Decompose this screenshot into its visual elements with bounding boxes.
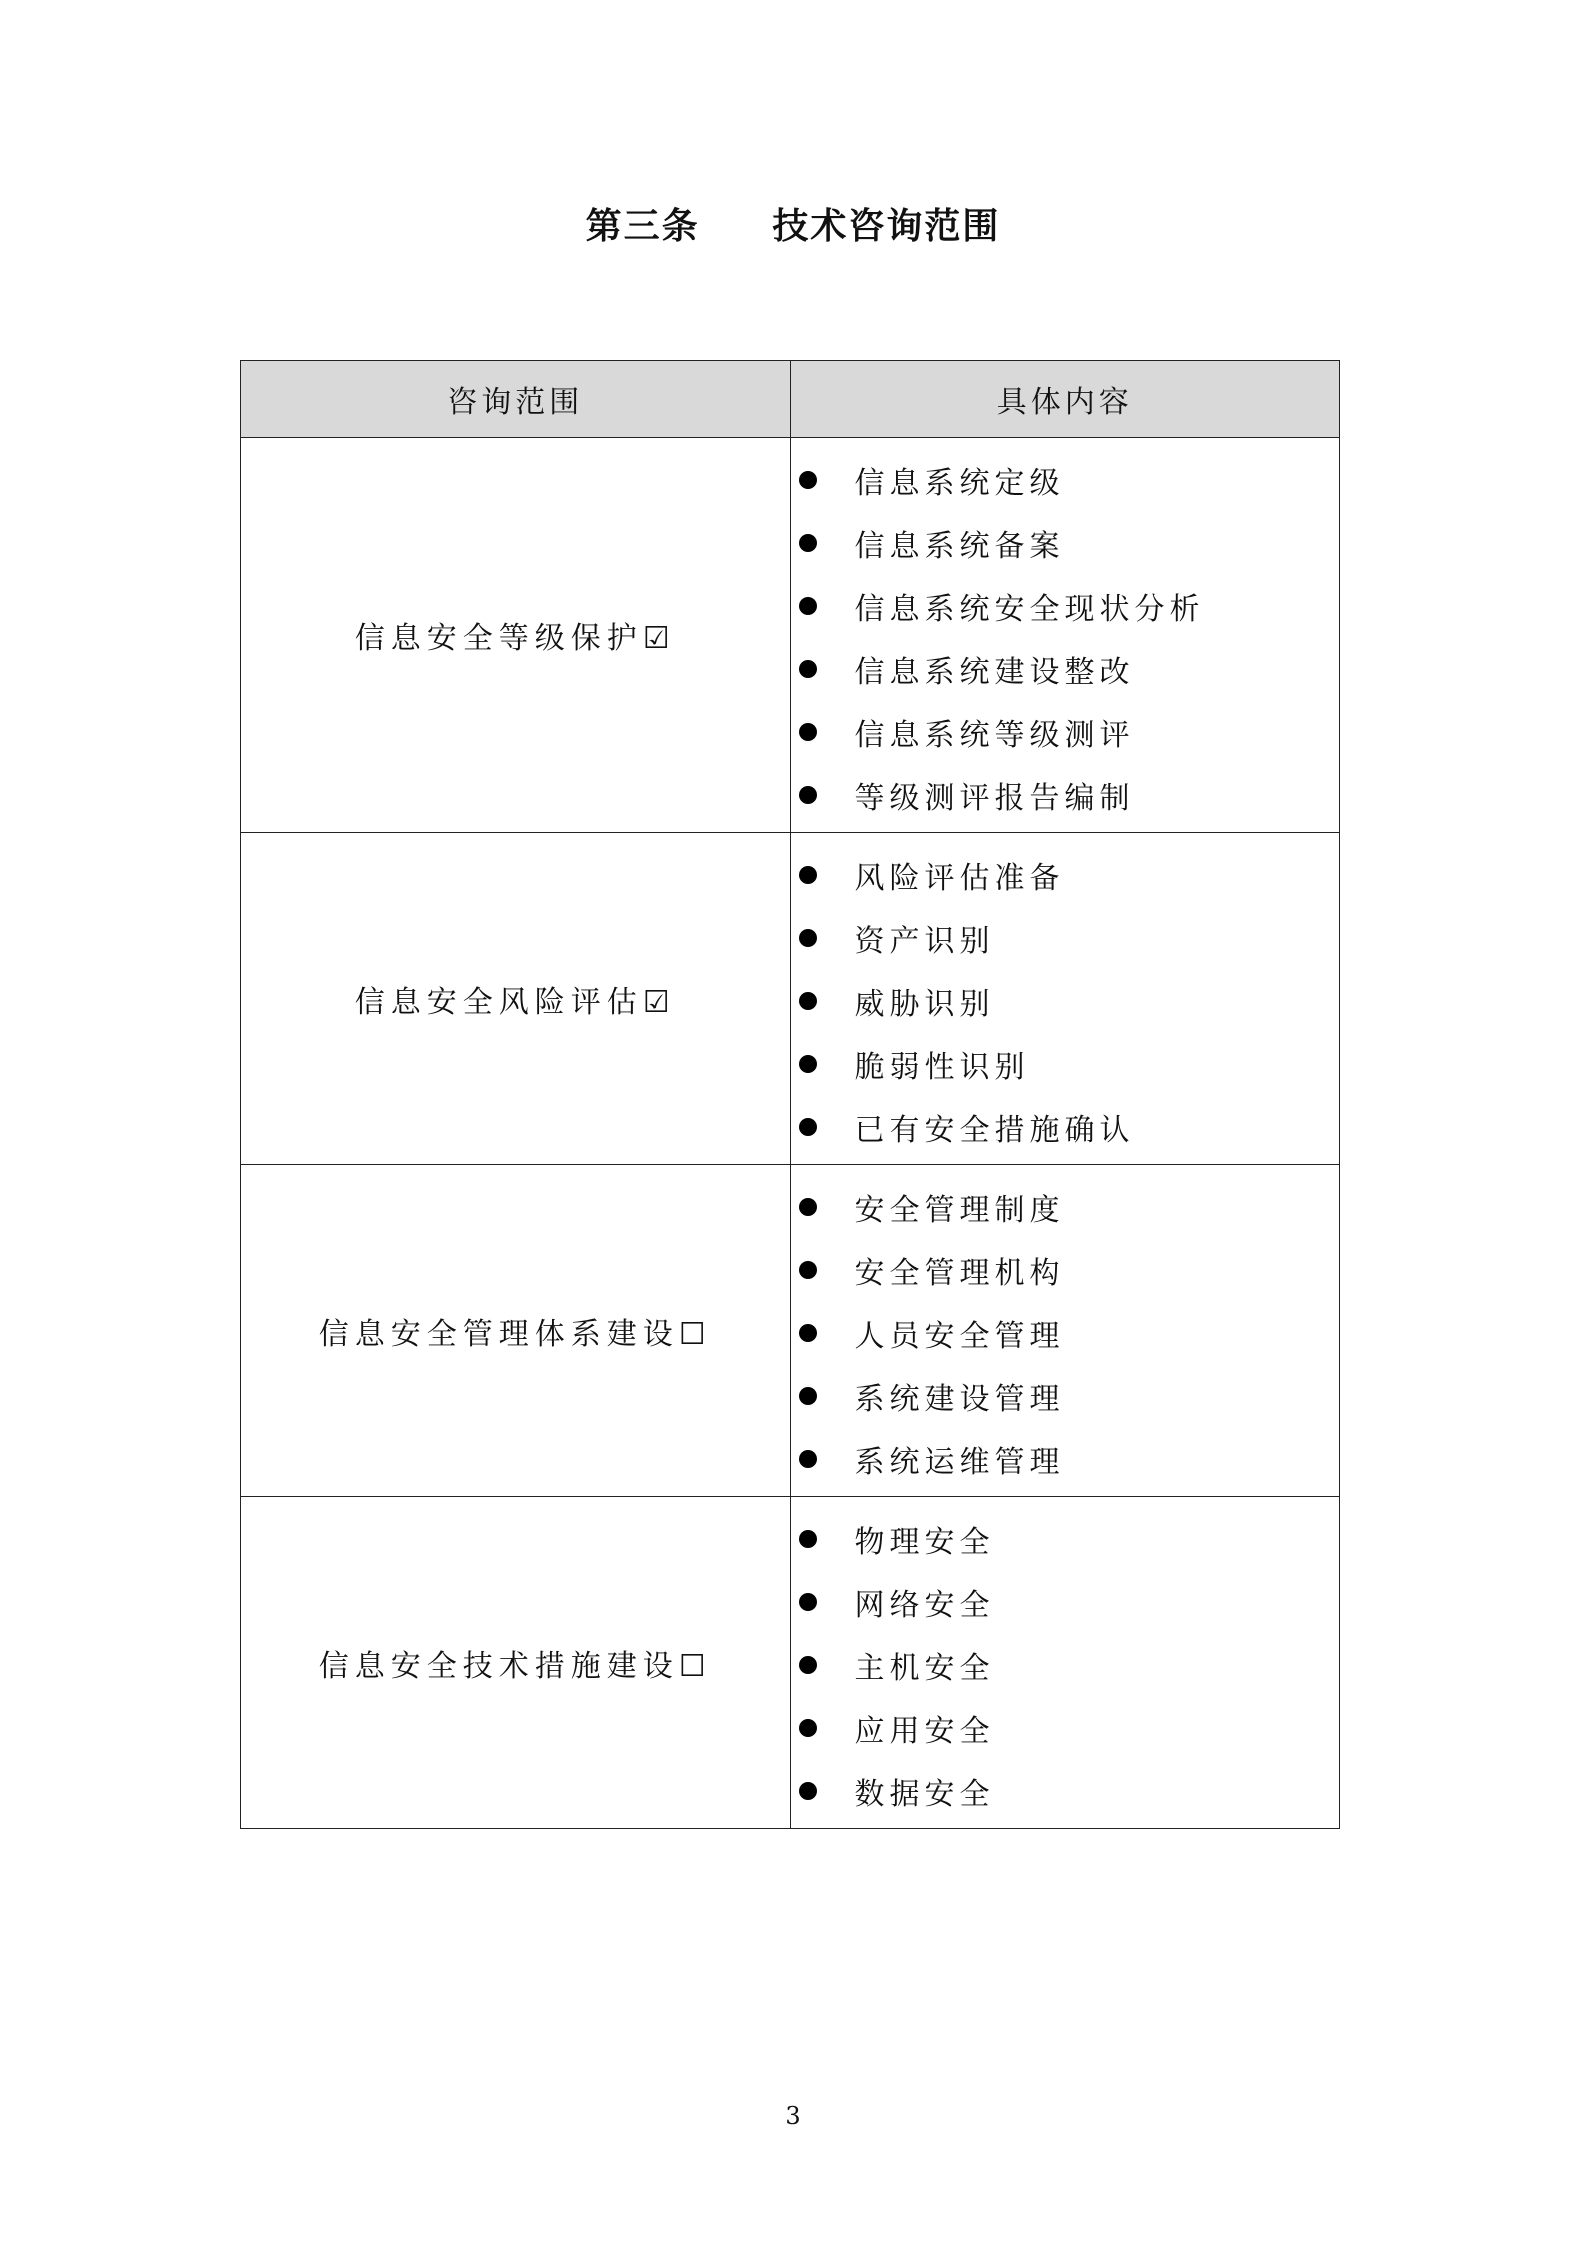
list-item-text: 风险评估准备 [854,860,1065,896]
bullet-icon [799,1450,817,1468]
list-item-text: 信息系统安全现状分析 [854,591,1205,627]
bullet-icon [799,534,817,552]
list-item [791,1633,1340,1696]
page-number: 3 [785,2102,801,2130]
list-item [791,448,1340,511]
list-item [791,637,1340,700]
list-item [791,511,1340,574]
list-item [791,1095,1340,1158]
list-item-text: 人员安全管理 [854,1318,1065,1354]
list-item [791,969,1340,1032]
list-item [791,1032,1340,1095]
consulting-scope-table [240,360,1340,1829]
bullet-icon [799,1530,817,1548]
bullet-icon [799,1055,817,1073]
bullet-icon [799,1261,817,1279]
bullet-icon [799,929,817,947]
bullet-icon [799,992,817,1010]
list-item-text: 等级测评报告编制 [854,780,1135,816]
list-item [791,843,1340,906]
content-list [791,1497,1340,1828]
list-item-text: 信息系统等级测评 [854,717,1135,753]
list-item-text: 系统建设管理 [854,1381,1065,1417]
content-list-cell [790,1165,1340,1497]
list-item [791,1175,1340,1238]
bullet-icon [799,1782,817,1800]
bullet-icon [799,1387,817,1405]
content-list-cell [790,1497,1340,1829]
list-item [791,906,1340,969]
bullet-icon [799,866,817,884]
bullet-icon [799,1324,817,1342]
list-item-text: 资产识别 [854,923,995,959]
header-specific-content: 具体内容 [790,361,1340,438]
list-item-text: 网络安全 [854,1587,995,1623]
table-row [241,1165,1340,1497]
scope-area-management-system: 信息安全管理体系建设☐ [241,1165,791,1497]
bullet-icon [799,660,817,678]
list-item [791,1759,1340,1822]
bullet-icon [799,1118,817,1136]
scope-area-technical-measures: 信息安全技术措施建设☐ [241,1497,791,1829]
bullet-icon [799,1719,817,1737]
list-item-text: 系统运维管理 [854,1444,1065,1480]
bullet-icon [799,471,817,489]
list-item-text: 信息系统备案 [854,528,1065,564]
content-list [791,833,1340,1164]
list-item-text: 应用安全 [854,1713,995,1749]
list-item-text: 脆弱性识别 [854,1049,1030,1085]
list-item-text: 信息系统定级 [854,465,1065,501]
scope-area-grade-protection: 信息安全等级保护☑ [241,438,791,833]
list-item [791,1696,1340,1759]
list-item-text: 威胁识别 [854,986,995,1022]
bullet-icon [799,723,817,741]
bullet-icon [799,597,817,615]
list-item [791,1364,1340,1427]
list-item [791,574,1340,637]
content-list [791,1165,1340,1496]
scope-area-risk-assessment: 信息安全风险评估☑ [241,833,791,1165]
list-item [791,1570,1340,1633]
content-list-cell [790,833,1340,1165]
list-item-text: 主机安全 [854,1650,995,1686]
table-row [241,1497,1340,1829]
header-consulting-scope: 咨询范围 [241,361,791,438]
list-item [791,763,1340,826]
list-item [791,1301,1340,1364]
list-item-text: 安全管理制度 [854,1192,1065,1228]
table-row [241,438,1340,833]
list-item-text: 已有安全措施确认 [854,1112,1135,1148]
list-item [791,1427,1340,1490]
list-item-text: 物理安全 [854,1524,995,1560]
table-row [241,833,1340,1165]
content-list [791,438,1340,832]
list-item [791,700,1340,763]
bullet-icon [799,786,817,804]
list-item [791,1238,1340,1301]
table-header-row [241,361,1340,438]
bullet-icon [799,1656,817,1674]
list-item [791,1507,1340,1570]
bullet-icon [799,1593,817,1611]
list-item-text: 数据安全 [854,1776,995,1812]
document-title: 第三条 技术咨询范围 [585,206,1001,247]
list-item-text: 安全管理机构 [854,1255,1065,1291]
bullet-icon [799,1198,817,1216]
content-list-cell [790,438,1340,833]
list-item-text: 信息系统建设整改 [854,654,1135,690]
